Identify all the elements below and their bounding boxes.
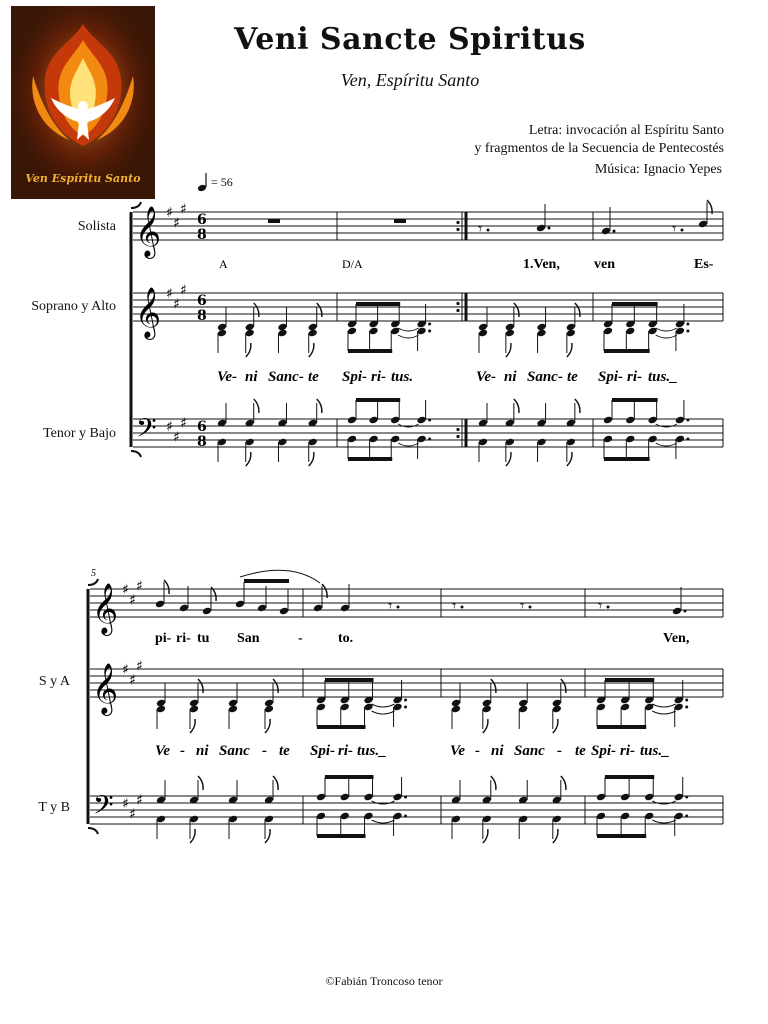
- choir-lyric: tus._: [640, 743, 670, 759]
- note-beam: [325, 775, 374, 779]
- sharp-icon: ♯: [122, 582, 129, 598]
- sharp-icon: ♯: [180, 201, 187, 218]
- choir-lyric: ri-: [371, 369, 386, 385]
- choir-lyric: te: [567, 369, 578, 385]
- tie: [652, 801, 675, 804]
- note-flag: [575, 303, 580, 317]
- part-label-s-y-a: S y A: [38, 674, 70, 689]
- rest-icon: 𝄾: [598, 596, 603, 615]
- note-flag: [273, 776, 278, 790]
- solo-lyric: -: [298, 631, 303, 646]
- sharp-icon: ♯: [136, 792, 143, 809]
- dot: [397, 606, 400, 609]
- dot: [404, 699, 407, 702]
- chord-symbol: A: [219, 257, 228, 271]
- dot: [686, 419, 689, 422]
- tie: [656, 328, 677, 331]
- sharp-icon: ♯: [129, 672, 136, 689]
- part-label-solista: Solista: [77, 219, 116, 234]
- dot: [685, 699, 688, 702]
- note-beam: [348, 349, 392, 353]
- note-flag: [254, 399, 259, 413]
- dot: [428, 323, 431, 326]
- choir-lyric: Ve-: [476, 369, 496, 385]
- time-sig-bottom: 8: [197, 434, 207, 450]
- dot: [686, 323, 689, 326]
- choir-lyric: Ve: [450, 743, 465, 759]
- chord-symbol: D/A: [342, 257, 363, 271]
- note-flag: [483, 829, 488, 843]
- choir-lyric: Ve-: [217, 369, 237, 385]
- note-flag: [198, 679, 203, 693]
- note-flag: [198, 776, 203, 790]
- dot: [686, 438, 689, 441]
- dot: [428, 330, 431, 333]
- choir-lyric: Spi-: [342, 369, 368, 385]
- note-flag: [317, 303, 322, 317]
- footer-copyright: ©Fabián Troncoso tenor: [325, 974, 443, 988]
- choir-lyric: tus._: [648, 369, 678, 385]
- tie: [372, 704, 395, 707]
- time-sig-bottom: 8: [197, 227, 207, 243]
- note-flag: [506, 343, 511, 357]
- tie: [398, 443, 418, 446]
- solo-lyric: to.: [338, 631, 354, 646]
- whole-rest-icon: [268, 219, 280, 223]
- dot: [548, 227, 551, 230]
- tie: [398, 424, 418, 427]
- tie: [656, 424, 677, 427]
- cover-caption: Ven Espíritu Santo: [25, 172, 141, 185]
- sharp-icon: ♯: [173, 296, 180, 313]
- note-flag: [553, 829, 558, 843]
- sharp-icon: ♯: [136, 578, 143, 595]
- sharp-icon: ♯: [173, 215, 180, 232]
- sharp-icon: ♯: [180, 415, 187, 432]
- note-flag: [309, 452, 314, 466]
- sharp-icon: ♯: [136, 658, 143, 675]
- sharp-icon: ♯: [180, 282, 187, 299]
- choir-lyric: Spi-: [310, 743, 336, 759]
- part-label-t-y-b: T y B: [38, 800, 70, 815]
- dot: [685, 815, 688, 818]
- note-beam: [612, 302, 658, 306]
- sharp-icon: ♯: [129, 592, 136, 609]
- dot: [685, 706, 688, 709]
- sharp-icon: ♯: [122, 662, 129, 678]
- note-flag: [567, 343, 572, 357]
- dot: [428, 419, 431, 422]
- choir-lyric: ri-: [620, 743, 635, 759]
- sharp-icon: ♯: [173, 429, 180, 446]
- note-beam: [244, 579, 289, 583]
- lyrics-credit-line1: Letra: invocación al Espíritu Santo: [528, 123, 724, 138]
- note-beam: [348, 457, 392, 461]
- choir-lyric: Ve: [155, 743, 170, 759]
- note-flag: [265, 829, 270, 843]
- bass-clef-icon: 𝄢: [93, 789, 114, 827]
- tie: [398, 335, 418, 338]
- note-flag: [567, 452, 572, 466]
- choir-lyric: Spi-: [598, 369, 624, 385]
- dot: [487, 229, 490, 232]
- solo-lyric: tu: [197, 631, 210, 646]
- note-beam: [356, 398, 400, 402]
- choir-lyric: ni: [245, 369, 258, 385]
- rest-icon: 𝄾: [520, 596, 525, 615]
- music-credit: Música: Ignacio Yepes: [594, 162, 722, 177]
- note-flag: [317, 399, 322, 413]
- time-sig-top: 6: [197, 212, 207, 228]
- solo-lyric: Ven,: [663, 631, 690, 646]
- solo-lyric: ri-: [176, 631, 191, 646]
- note-flag: [575, 399, 580, 413]
- note-flag: [553, 719, 558, 733]
- tie: [372, 801, 395, 804]
- treble-clef-icon: 𝄞: [135, 287, 162, 338]
- choir-lyric: te: [279, 743, 290, 759]
- choir-lyric: te: [308, 369, 319, 385]
- choir-lyric: Sanc: [219, 743, 250, 759]
- note-beam: [612, 398, 658, 402]
- choir-lyric: ni: [196, 743, 209, 759]
- time-sig-top: 6: [197, 293, 207, 309]
- note-flag: [483, 719, 488, 733]
- tie: [372, 711, 395, 714]
- tie: [372, 820, 395, 823]
- note-beam: [356, 302, 400, 306]
- note-flag: [246, 343, 251, 357]
- choir-lyric: -: [262, 743, 267, 759]
- part-label-tenor-bajo: Tenor y Bajo: [43, 426, 116, 441]
- note-beam: [604, 457, 650, 461]
- repeat-dot: [456, 428, 459, 431]
- repeat-dot: [456, 435, 459, 438]
- lyrics-credit-line2: y fragmentos de la Secuencia de Pentecostés: [474, 141, 724, 156]
- whole-rest-icon: [394, 219, 406, 223]
- note-beam: [605, 678, 654, 682]
- repeat-dot: [456, 228, 459, 231]
- choir-lyric: ri-: [338, 743, 353, 759]
- choir-lyric: tus._: [357, 743, 387, 759]
- sharp-icon: ♯: [166, 286, 173, 302]
- dot: [404, 796, 407, 799]
- treble-clef-icon: 𝄞: [92, 663, 119, 714]
- note-flag: [561, 776, 566, 790]
- tie: [652, 704, 675, 707]
- time-sig-top: 6: [197, 419, 207, 435]
- choir-lyric: ri-: [627, 369, 642, 385]
- note-flag: [190, 829, 195, 843]
- dot: [613, 230, 616, 233]
- sharp-icon: ♯: [166, 205, 173, 221]
- choir-lyric: ni: [491, 743, 504, 759]
- note-beam: [317, 834, 366, 838]
- dot: [607, 606, 610, 609]
- note-beam: [325, 678, 374, 682]
- sharp-icon: ♯: [129, 806, 136, 823]
- choir-lyric: Sanc-: [527, 369, 563, 385]
- dot: [684, 610, 687, 613]
- solo-lyric: 1.Ven,: [523, 257, 560, 272]
- tempo-value: = 56: [211, 174, 233, 189]
- note-beam: [317, 725, 366, 729]
- note-flag: [246, 452, 251, 466]
- rest-icon: 𝄾: [452, 596, 457, 615]
- repeat-dot: [456, 221, 459, 224]
- tie: [398, 328, 418, 331]
- choir-lyric: te: [575, 743, 586, 759]
- choir-lyric: Spi-: [591, 743, 617, 759]
- dot: [428, 438, 431, 441]
- tie: [656, 335, 677, 338]
- system-bracket: [88, 828, 98, 834]
- tie: [656, 443, 677, 446]
- dot: [529, 606, 532, 609]
- dot: [681, 229, 684, 232]
- note-flag: [190, 719, 195, 733]
- dot: [404, 706, 407, 709]
- note-flag: [561, 679, 566, 693]
- note-flag: [491, 776, 496, 790]
- measure-number: 5: [91, 568, 96, 579]
- note-beam: [605, 775, 654, 779]
- page-subtitle: Ven, Espíritu Santo: [340, 70, 480, 90]
- note-flag: [254, 303, 259, 317]
- dot: [686, 330, 689, 333]
- page-title: Veni Sancte Spiritus: [234, 22, 586, 57]
- choir-lyric: Sanc-: [268, 369, 304, 385]
- tie: [652, 711, 675, 714]
- choir-lyric: tus.: [391, 369, 414, 385]
- clefs: [92, 202, 187, 828]
- choir-lyric: -: [475, 743, 480, 759]
- bass-clef-icon: 𝄢: [136, 412, 157, 450]
- note-flag: [265, 719, 270, 733]
- treble-clef-icon: 𝄞: [135, 206, 162, 257]
- tie: [652, 820, 675, 823]
- system-bracket: [131, 451, 141, 457]
- repeat-dot: [456, 302, 459, 305]
- sharp-icon: ♯: [166, 419, 173, 435]
- note-flag: [491, 679, 496, 693]
- note-flag: [514, 303, 519, 317]
- solo-lyric: San: [237, 631, 260, 646]
- dot: [685, 796, 688, 799]
- solo-lyric: Es-: [694, 257, 714, 272]
- part-label-soprano-alto: Soprano y Alto: [31, 299, 116, 314]
- note-flag: [506, 452, 511, 466]
- note-beam: [597, 834, 646, 838]
- note-flag: [273, 679, 278, 693]
- dot: [461, 606, 464, 609]
- choir-lyric: Sanc: [514, 743, 545, 759]
- solo-lyric: ven: [594, 257, 615, 272]
- note-beam: [597, 725, 646, 729]
- choir-lyric: -: [557, 743, 562, 759]
- sharp-icon: ♯: [122, 796, 129, 812]
- treble-clef-icon: 𝄞: [92, 583, 119, 634]
- time-sig-bottom: 8: [197, 308, 207, 324]
- note-flag: [309, 343, 314, 357]
- note-flag: [164, 580, 169, 594]
- note-flag: [514, 399, 519, 413]
- rest-icon: 𝄾: [478, 219, 483, 238]
- rest-icon: 𝄾: [388, 596, 393, 615]
- repeat-dot: [456, 309, 459, 312]
- note-beam: [604, 349, 650, 353]
- solo-lyric: pi-: [155, 631, 172, 646]
- choir-lyric: -: [180, 743, 185, 759]
- choir-lyric: ni: [504, 369, 517, 385]
- dot: [404, 815, 407, 818]
- rest-icon: 𝄾: [672, 219, 677, 238]
